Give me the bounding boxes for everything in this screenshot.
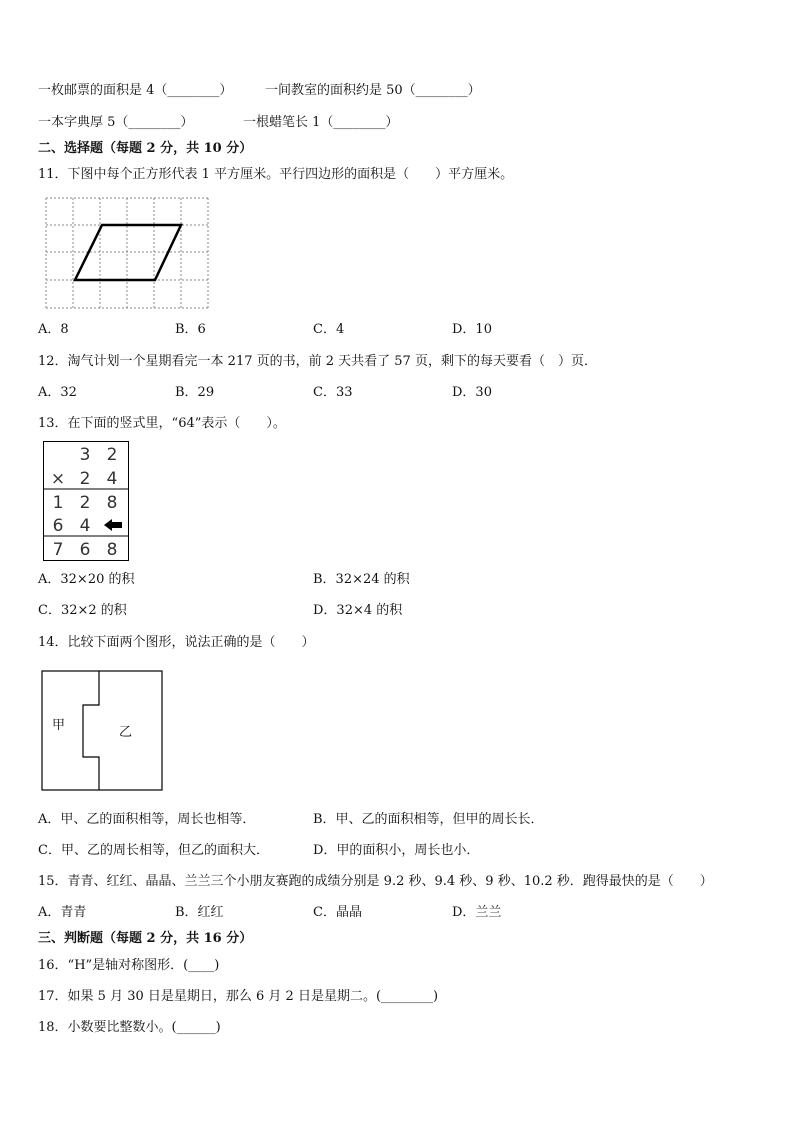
section-heading-judgment: 三、判断题（每题 2 分，共 16 分） [38,931,253,946]
q13-option-a[interactable]: A．32×20 的积 [38,572,135,587]
question-16: 16．“H”是轴对称图形．(____) [38,958,220,973]
calc-r2-c1: × [50,469,66,489]
question-13-stem: 13．在下面的竖式里，“64”表示（ ）。 [38,416,286,431]
fill-item-dictionary: 一本字典厚 5（________） [38,115,194,130]
calc-r5-c2: 6 [79,540,91,560]
q12-option-a[interactable]: A．32 [38,385,77,400]
q13-option-b[interactable]: B．32×24 的积 [313,572,410,587]
calc-r2-c3: 4 [106,469,118,489]
fill-item-stamp: 一枚邮票的面积是 4（________） [38,83,233,98]
shape-label-yi: 乙 [119,725,133,740]
q15-option-b[interactable]: B．红红 [175,905,224,920]
question-15-stem: 15．青青、红红、晶晶、兰兰三个小朋友赛跑的成绩分别是 9.2 秒、9.4 秒、9 秒、10.2 秒．跑得最快的是（ ） [38,874,713,889]
fill-item-classroom: 一间教室的面积约是 50（________） [265,83,481,98]
calc-r3-c3: 8 [106,493,118,513]
shape-label-jia: 甲 [52,718,66,733]
calc-r1-c3: 2 [106,445,118,465]
vertical-multiplication-figure [43,441,129,561]
grid-parallelogram-figure [44,196,210,311]
question-18: 18．小数要比整数小。(______) [38,1020,221,1035]
q14-option-b[interactable]: B．甲、乙的面积相等，但甲的周长长． [313,812,544,827]
calc-r5-c1: 7 [52,540,64,560]
question-17: 17．如果 5 月 30 日是星期日，那么 6 月 2 日是星期二。(________) [38,989,439,1004]
q11-option-a[interactable]: A．8 [38,322,69,337]
two-shapes-figure [41,670,163,792]
q15-option-c[interactable]: C．晶晶 [313,905,362,920]
question-14-stem: 14．比较下面两个图形，说法正确的是（ ） [38,635,315,650]
q11-option-b[interactable]: B．6 [175,322,206,337]
calc-r3-c2: 2 [79,493,91,513]
q13-option-c[interactable]: C．32×2 的积 [38,603,127,618]
q15-option-a[interactable]: A．青青 [38,905,87,920]
q12-option-b[interactable]: B．29 [175,385,215,400]
question-12-stem: 12．淘气计划一个星期看完一本 217 页的书，前 2 天共看了 57 页，剩下的每天要看（ ）页． [38,354,597,369]
calc-r3-c1: 1 [52,493,64,513]
q11-option-d[interactable]: D．10 [452,322,492,337]
q12-option-c[interactable]: C．33 [313,385,353,400]
q14-option-a[interactable]: A．甲、乙的面积相等，周长也相等． [38,812,256,827]
q11-option-c[interactable]: C．4 [313,322,345,337]
calc-r4-c1: 6 [52,516,64,536]
section-heading-choice: 二、选择题（每题 2 分，共 10 分） [38,141,253,156]
calc-r1-c2: 3 [79,445,91,465]
question-11-stem: 11．下图中每个正方形代表 1 平方厘米。平行四边形的面积是（ ）平方厘米。 [38,167,514,182]
fill-item-crayon: 一根蜡笔长 1（________） [243,115,399,130]
left-arrow-icon [104,519,122,531]
calc-r4-c2: 4 [79,516,91,536]
q14-option-c[interactable]: C．甲、乙的周长相等，但乙的面积大． [38,843,269,858]
q14-option-d[interactable]: D．甲的面积小，周长也小． [313,843,480,858]
q12-option-d[interactable]: D．30 [452,385,492,400]
q13-option-d[interactable]: D．32×4 的积 [313,603,403,618]
calc-r5-c3: 8 [106,540,118,560]
calc-r2-c2: 2 [79,469,91,489]
q15-option-d[interactable]: D．兰兰 [452,905,502,920]
